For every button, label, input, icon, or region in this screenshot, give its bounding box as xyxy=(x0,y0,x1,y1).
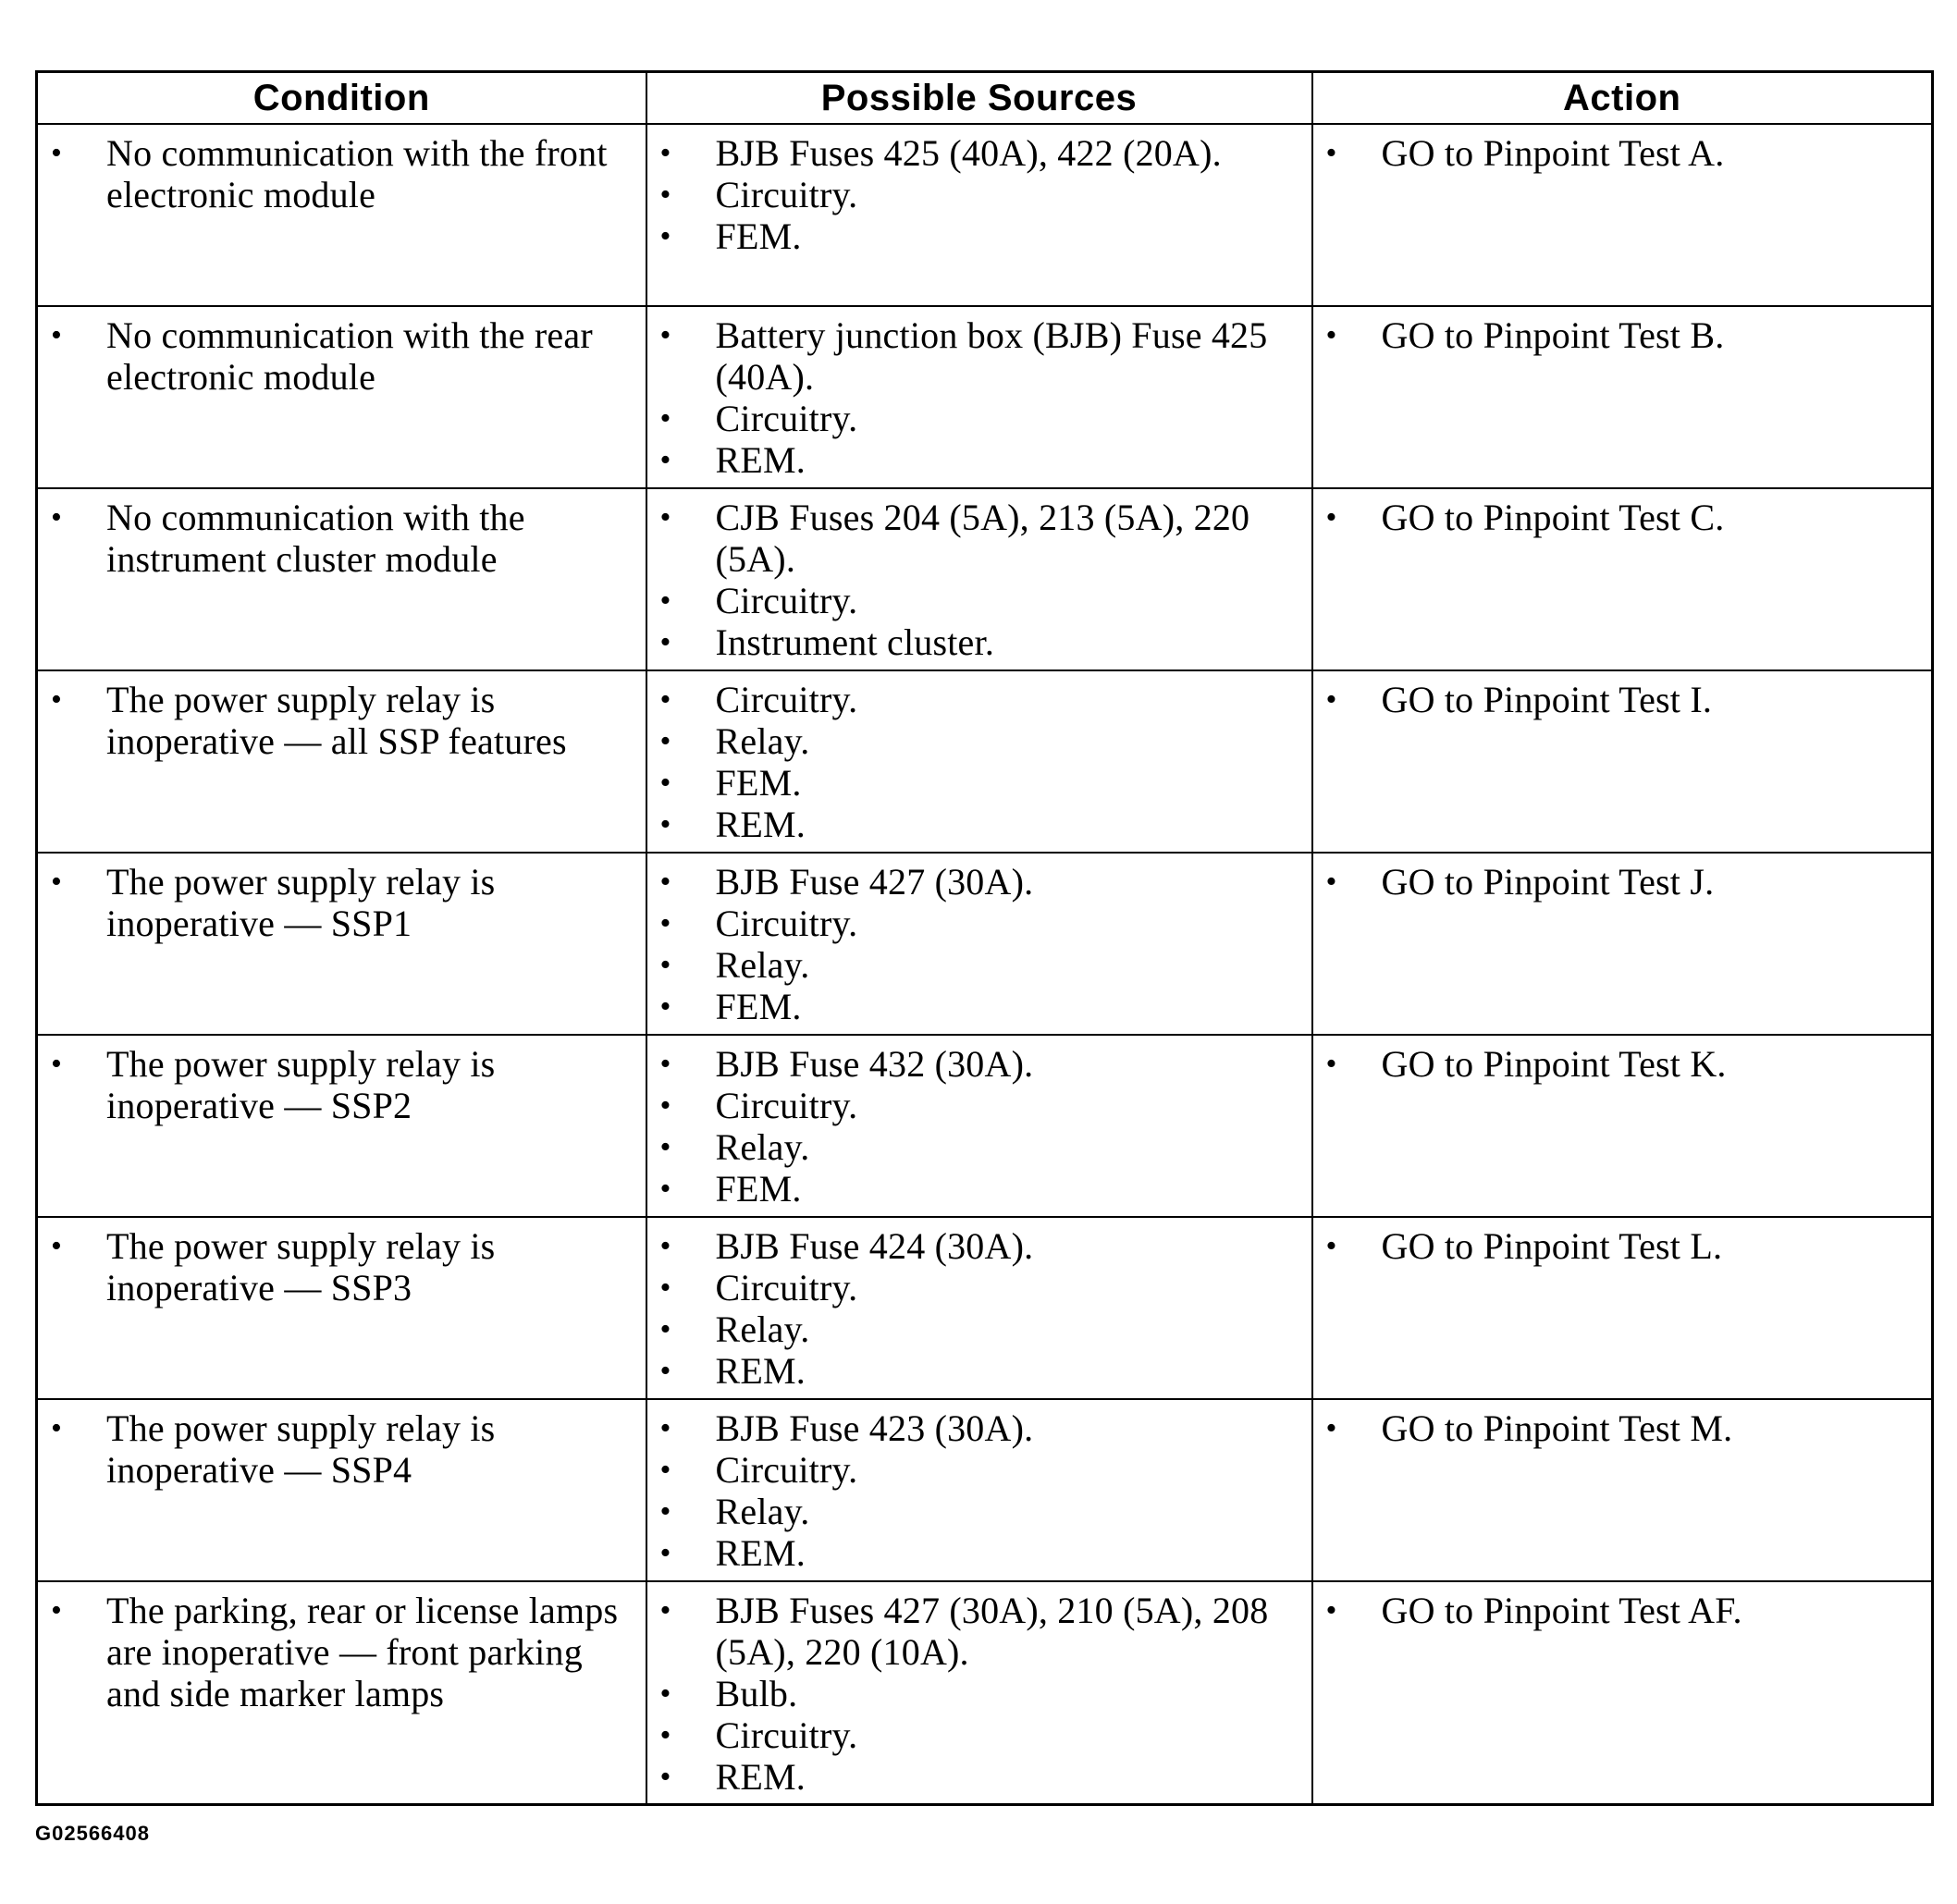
condition-cell xyxy=(37,1217,646,1399)
list-item-text: Circuitry. xyxy=(715,679,858,720)
list-item-text: The power supply relay is inoperative — SSP2 xyxy=(106,1043,496,1126)
possible-sources-cell-list xyxy=(647,125,1311,263)
list-item-text: Circuitry. xyxy=(715,174,858,215)
bullet-icon: • xyxy=(51,1411,63,1445)
action-cell xyxy=(1312,853,1933,1035)
list-item-text: Relay. xyxy=(715,720,810,762)
bullet-icon: • xyxy=(51,1047,63,1081)
action-cell xyxy=(1312,1399,1933,1581)
list-item xyxy=(1326,679,1923,720)
list-item-text: GO to Pinpoint Test AF. xyxy=(1381,1590,1742,1631)
action-cell xyxy=(1312,1581,1933,1805)
list-item xyxy=(51,1225,636,1308)
list-item xyxy=(660,398,1302,439)
list-item-text: Bulb. xyxy=(715,1673,798,1714)
list-item-text: No communication with the front electronic module xyxy=(106,132,608,215)
action-cell-list xyxy=(1313,307,1932,362)
table-header-row xyxy=(37,72,1933,125)
list-item-text: CJB Fuses 204 (5A), 213 (5A), 220 (5A). xyxy=(715,497,1250,580)
action-cell-list xyxy=(1313,1400,1932,1455)
list-item xyxy=(660,1225,1302,1267)
list-item-text: FEM. xyxy=(715,986,802,1027)
condition-cell-list xyxy=(38,307,646,403)
table-row xyxy=(37,1581,1933,1805)
possible-sources-cell xyxy=(646,1399,1312,1581)
action-cell-list xyxy=(1313,125,1932,179)
list-item-text: GO to Pinpoint Test C. xyxy=(1381,497,1725,538)
bullet-icon: • xyxy=(659,948,671,982)
list-item xyxy=(660,580,1302,621)
list-item-text: Relay. xyxy=(715,1126,810,1168)
list-item-text: GO to Pinpoint Test K. xyxy=(1381,1043,1727,1085)
list-item xyxy=(660,1407,1302,1449)
condition-cell-list xyxy=(38,1582,646,1720)
list-item-text: BJB Fuse 432 (30A). xyxy=(715,1043,1034,1085)
action-cell xyxy=(1312,306,1933,488)
table-row xyxy=(37,853,1933,1035)
bullet-icon: • xyxy=(51,318,63,352)
list-item-text: BJB Fuse 427 (30A). xyxy=(715,861,1034,903)
list-item-text: FEM. xyxy=(715,215,802,257)
bullet-icon: • xyxy=(659,625,671,659)
list-item-text: REM. xyxy=(715,1756,806,1798)
possible-sources-cell xyxy=(646,124,1312,306)
bullet-icon: • xyxy=(51,500,63,534)
possible-sources-cell xyxy=(646,853,1312,1035)
list-item xyxy=(660,1168,1302,1210)
possible-sources-cell-list xyxy=(647,489,1311,669)
list-item xyxy=(51,1590,636,1714)
condition-cell-list xyxy=(38,1036,646,1132)
list-item xyxy=(660,1085,1302,1126)
bullet-icon: • xyxy=(51,136,63,170)
list-item-text: REM. xyxy=(715,1350,806,1392)
list-item-text: Circuitry. xyxy=(715,1267,858,1308)
table-row xyxy=(37,1035,1933,1217)
bullet-icon: • xyxy=(659,443,671,477)
bullet-icon: • xyxy=(659,1229,671,1263)
list-item xyxy=(660,1126,1302,1168)
bullet-icon: • xyxy=(1325,136,1337,170)
list-item xyxy=(51,314,636,398)
possible-sources-cell-list xyxy=(647,307,1311,486)
list-item-text: GO to Pinpoint Test J. xyxy=(1381,861,1715,903)
list-item xyxy=(1326,1225,1923,1267)
possible-sources-cell xyxy=(646,306,1312,488)
list-item-text: GO to Pinpoint Test I. xyxy=(1381,679,1713,720)
list-item-text: GO to Pinpoint Test L. xyxy=(1381,1225,1723,1267)
list-item xyxy=(660,679,1302,720)
bullet-icon: • xyxy=(659,724,671,758)
header-possible-sources: Possible Sources xyxy=(646,72,1312,125)
list-item-text: The parking, rear or license lamps are inoperative — front parking and side marker lamps xyxy=(106,1590,619,1714)
list-item xyxy=(51,679,636,762)
list-item xyxy=(660,1532,1302,1574)
list-item-text: Circuitry. xyxy=(715,580,858,621)
bullet-icon: • xyxy=(659,178,671,212)
list-item-text: Relay. xyxy=(715,1491,810,1532)
table-row xyxy=(37,1217,1933,1399)
possible-sources-cell xyxy=(646,1217,1312,1399)
list-item-text: The power supply relay is inoperative — SSP1 xyxy=(106,861,496,944)
list-item-text: Relay. xyxy=(715,1308,810,1350)
condition-cell-list xyxy=(38,489,646,585)
list-item xyxy=(660,1714,1302,1756)
bullet-icon: • xyxy=(659,1494,671,1529)
possible-sources-cell-list xyxy=(647,1400,1311,1579)
list-item xyxy=(660,215,1302,257)
bullet-icon: • xyxy=(659,136,671,170)
list-item xyxy=(51,1407,636,1491)
bullet-icon: • xyxy=(51,1229,63,1263)
bullet-icon: • xyxy=(659,989,671,1024)
possible-sources-cell-list xyxy=(647,671,1311,851)
list-item xyxy=(660,1756,1302,1798)
bullet-icon: • xyxy=(659,865,671,899)
bullet-icon: • xyxy=(659,766,671,800)
bullet-icon: • xyxy=(1325,1229,1337,1263)
list-item-text: The power supply relay is inoperative — SSP4 xyxy=(106,1407,496,1491)
list-item-text: Battery junction box (BJB) Fuse 425 (40A). xyxy=(715,314,1268,398)
bullet-icon: • xyxy=(51,682,63,717)
bullet-icon: • xyxy=(1325,318,1337,352)
list-item-text: Circuitry. xyxy=(715,1714,858,1756)
action-cell xyxy=(1312,1035,1933,1217)
list-item-text: BJB Fuses 427 (30A), 210 (5A), 208 (5A), 220 (10A). xyxy=(715,1590,1269,1673)
list-item-text: FEM. xyxy=(715,762,802,804)
bullet-icon: • xyxy=(659,1677,671,1711)
list-item-text: REM. xyxy=(715,439,806,481)
list-item-text: BJB Fuses 425 (40A), 422 (20A). xyxy=(715,132,1222,174)
list-item-text: Relay. xyxy=(715,944,810,986)
header-action: Action xyxy=(1312,72,1933,125)
list-item xyxy=(1326,1407,1923,1449)
list-item xyxy=(660,1590,1302,1673)
bullet-icon: • xyxy=(659,682,671,717)
bullet-icon: • xyxy=(659,1760,671,1794)
list-item-text: No communication with the instrument cluster module xyxy=(106,497,525,580)
condition-cell xyxy=(37,488,646,670)
condition-cell xyxy=(37,306,646,488)
action-cell xyxy=(1312,124,1933,306)
list-item xyxy=(660,1491,1302,1532)
table-row xyxy=(37,670,1933,853)
bullet-icon: • xyxy=(1325,500,1337,534)
possible-sources-cell xyxy=(646,1035,1312,1217)
possible-sources-cell xyxy=(646,1581,1312,1805)
list-item xyxy=(51,497,636,580)
bullet-icon: • xyxy=(1325,865,1337,899)
possible-sources-cell-list xyxy=(647,1582,1311,1803)
list-item xyxy=(1326,1590,1923,1631)
bullet-icon: • xyxy=(659,906,671,940)
bullet-icon: • xyxy=(659,1047,671,1081)
condition-cell xyxy=(37,1581,646,1805)
symptom-chart-table xyxy=(35,70,1934,1806)
condition-cell-list xyxy=(38,125,646,221)
bullet-icon: • xyxy=(51,865,63,899)
action-cell xyxy=(1312,488,1933,670)
bullet-icon: • xyxy=(659,1088,671,1123)
action-cell-list xyxy=(1313,671,1932,726)
list-item xyxy=(1326,314,1923,356)
list-item xyxy=(660,1673,1302,1714)
bullet-icon: • xyxy=(659,1536,671,1570)
list-item xyxy=(660,1043,1302,1085)
bullet-icon: • xyxy=(1325,1047,1337,1081)
list-item xyxy=(660,1308,1302,1350)
list-item-text: GO to Pinpoint Test B. xyxy=(1381,314,1725,356)
condition-cell-list xyxy=(38,854,646,950)
bullet-icon: • xyxy=(659,1593,671,1628)
condition-cell xyxy=(37,1035,646,1217)
action-cell xyxy=(1312,670,1933,853)
list-item xyxy=(51,132,636,215)
bullet-icon: • xyxy=(659,583,671,618)
list-item xyxy=(660,497,1302,580)
possible-sources-cell xyxy=(646,670,1312,853)
bullet-icon: • xyxy=(659,219,671,253)
list-item xyxy=(660,174,1302,215)
possible-sources-cell xyxy=(646,488,1312,670)
list-item-text: Circuitry. xyxy=(715,398,858,439)
list-item xyxy=(1326,861,1923,903)
list-item xyxy=(1326,132,1923,174)
list-item xyxy=(660,861,1302,903)
possible-sources-cell-list xyxy=(647,1218,1311,1397)
list-item xyxy=(660,903,1302,944)
list-item xyxy=(660,986,1302,1027)
list-item xyxy=(660,720,1302,762)
list-item-text: The power supply relay is inoperative — SSP3 xyxy=(106,1225,496,1308)
list-item-text: Circuitry. xyxy=(715,903,858,944)
header-condition: Condition xyxy=(37,72,646,125)
list-item xyxy=(660,439,1302,481)
table-row xyxy=(37,488,1933,670)
list-item xyxy=(660,762,1302,804)
list-item xyxy=(660,944,1302,986)
condition-cell xyxy=(37,670,646,853)
action-cell-list xyxy=(1313,1036,1932,1090)
bullet-icon: • xyxy=(659,318,671,352)
possible-sources-cell-list xyxy=(647,854,1311,1033)
condition-cell-list xyxy=(38,671,646,768)
list-item xyxy=(660,1267,1302,1308)
list-item xyxy=(660,1449,1302,1491)
action-cell-list xyxy=(1313,1582,1932,1637)
list-item-text: REM. xyxy=(715,1532,806,1574)
list-item-text: REM. xyxy=(715,804,806,845)
action-cell-list xyxy=(1313,489,1932,544)
condition-cell-list xyxy=(38,1218,646,1314)
table-row xyxy=(37,124,1933,306)
condition-cell xyxy=(37,124,646,306)
list-item-text: Instrument cluster. xyxy=(715,621,995,663)
bullet-icon: • xyxy=(659,1172,671,1206)
list-item-text: BJB Fuse 424 (30A). xyxy=(715,1225,1034,1267)
table-row xyxy=(37,306,1933,488)
list-item xyxy=(660,804,1302,845)
condition-cell-list xyxy=(38,1400,646,1496)
list-item xyxy=(660,1350,1302,1392)
table-body xyxy=(37,124,1933,1805)
bullet-icon: • xyxy=(659,1312,671,1346)
bullet-icon: • xyxy=(659,500,671,534)
list-item-text: Circuitry. xyxy=(715,1085,858,1126)
condition-cell xyxy=(37,853,646,1035)
list-item-text: The power supply relay is inoperative — all SSP features xyxy=(106,679,567,762)
list-item xyxy=(51,861,636,944)
list-item xyxy=(660,132,1302,174)
list-item-text: GO to Pinpoint Test M. xyxy=(1381,1407,1733,1449)
condition-cell xyxy=(37,1399,646,1581)
list-item-text: Circuitry. xyxy=(715,1449,858,1491)
list-item xyxy=(660,314,1302,398)
bullet-icon: • xyxy=(659,1130,671,1164)
list-item-text: FEM. xyxy=(715,1168,802,1210)
table-row xyxy=(37,1399,1933,1581)
list-item xyxy=(51,1043,636,1126)
action-cell-list xyxy=(1313,854,1932,908)
action-cell xyxy=(1312,1217,1933,1399)
list-item xyxy=(1326,497,1923,538)
list-item-text: BJB Fuse 423 (30A). xyxy=(715,1407,1034,1449)
bullet-icon: • xyxy=(659,1453,671,1487)
possible-sources-cell-list xyxy=(647,1036,1311,1215)
bullet-icon: • xyxy=(659,807,671,841)
bullet-icon: • xyxy=(1325,1411,1337,1445)
figure-id: G02566408 xyxy=(35,1822,150,1845)
list-item xyxy=(660,621,1302,663)
list-item-text: No communication with the rear electronic module xyxy=(106,314,593,398)
bullet-icon: • xyxy=(659,1411,671,1445)
action-cell-list xyxy=(1313,1218,1932,1272)
bullet-icon: • xyxy=(1325,1593,1337,1628)
bullet-icon: • xyxy=(659,1354,671,1388)
bullet-icon: • xyxy=(659,1271,671,1305)
bullet-icon: • xyxy=(659,1718,671,1752)
bullet-icon: • xyxy=(51,1593,63,1628)
bullet-icon: • xyxy=(659,401,671,436)
list-item-text: GO to Pinpoint Test A. xyxy=(1381,132,1725,174)
bullet-icon: • xyxy=(1325,682,1337,717)
list-item xyxy=(1326,1043,1923,1085)
